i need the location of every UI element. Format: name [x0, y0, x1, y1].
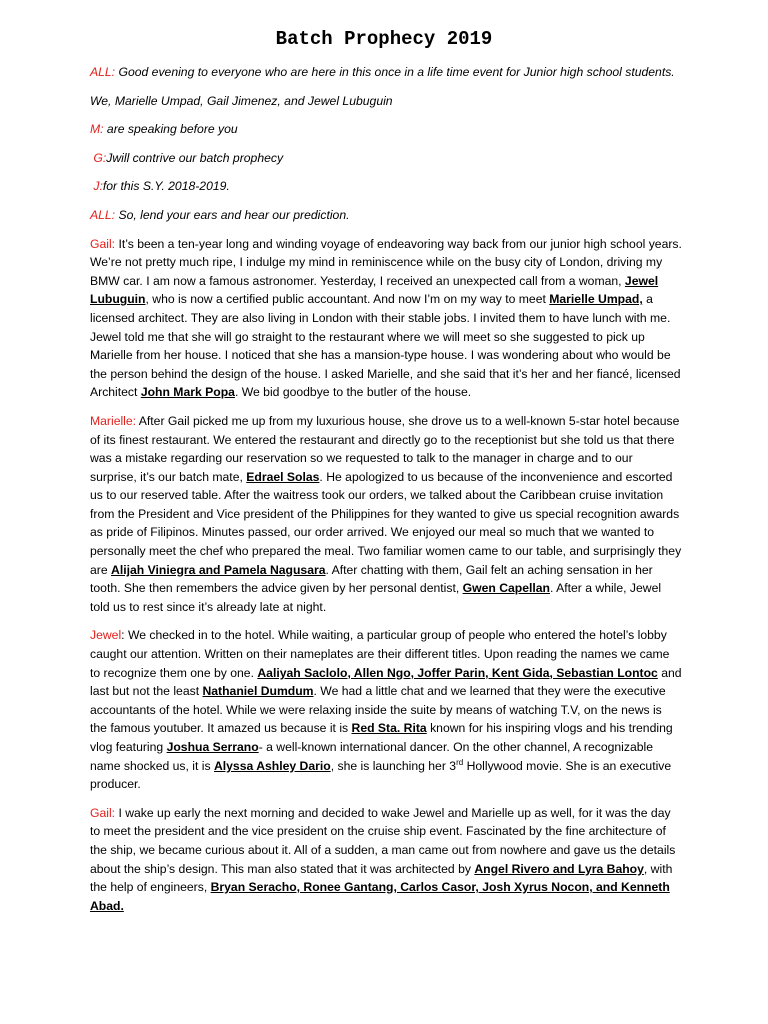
ordinal-superscript: rd [456, 757, 464, 767]
name-highlight: Jewel Lubuguin [90, 273, 659, 307]
paragraph-text: : We checked in to the hotel. While waiting, a particular group of people who entered the hotel’s lobby caught our attention. Written on their nameplates are their different titles. Upon reading the names we came to recognize them one by one. [90, 628, 670, 680]
document-title: Batch Prophecy 2019 [275, 28, 493, 50]
speaker-label: Gail: [90, 805, 116, 820]
paragraph-text: , she is launching her 3 [330, 758, 457, 773]
paragraph-text: I wake up early the next morning and decided to wake Jewel and Marielle up as well, for it was the day to meet the president and the vice president on the cruise ship event. Fascinated by the fine architecture of the ship, we became curious about it. All of a sudden, a man came out from nowhere and gave us the details about the ship’s design. This man also stated that it was architected by [90, 805, 676, 876]
intro-text: Jwill contrive our batch prophecy [106, 150, 284, 165]
paragraph-text: Hollywood movie. She is an executive producer. [90, 758, 672, 792]
intro-line-names [90, 92, 682, 111]
paragraph-text: - a well-known international dancer. On the other channel, A recognizable name shocked us, it is [90, 740, 653, 773]
speaker-label: J: [90, 179, 103, 194]
speaker-label: Gail: [90, 236, 116, 251]
intro-text: for this S.Y. 2018-2019. [102, 179, 230, 194]
paragraph-jewel [90, 626, 682, 793]
name-highlight: John Mark Popa [140, 385, 235, 400]
paragraph-text: . We had a little chat and we learned that they were the executive accountants of the hotel. While we were relaxing inside the suite by means of watching T.V, on the news is the famous youtuber. It amazed us because it is [90, 684, 666, 736]
intro-text: Good evening to everyone who are here in this once in a life time event for Junior high school students. [115, 65, 675, 79]
speaker-label: M: [90, 122, 104, 137]
intro-text: So, lend your ears and hear our prediction. [115, 207, 350, 222]
paragraph-text: , who is now a certified public accountant. And now I’m on my way to meet [145, 292, 550, 307]
name-highlight: Gwen Capellan [462, 581, 550, 596]
name-highlight: Nathaniel Dumdum [202, 684, 314, 699]
name-highlight: Alijah Viniegra and Pamela Nagusara [111, 562, 326, 577]
paragraph-text: . We bid goodbye to the butler of the house. [234, 385, 472, 400]
name-highlight: Red Sta. Rita [351, 721, 427, 736]
name-highlight: Aaliyah Saclolo, Allen Ngo, Joffer Parin, Kent Gida, Sebastian Lontoc [257, 665, 658, 680]
name-highlight: Edrael Solas [246, 469, 320, 484]
speaker-label: ALL: [90, 65, 116, 79]
intro-text: We, Marielle Umpad, Gail Jimenez, and Jewel Lubuguin [90, 93, 393, 108]
name-highlight: Bryan Seracho, Ronee Gantang, Carlos Casor, Josh Xyrus Nocon, and Kenneth Abad. [90, 880, 670, 913]
paragraph-text: . After chatting with them, Gail felt an aching sensation in her tooth. She then remembers the advice given by her personal dentist, [90, 562, 653, 596]
paragraph-text: . He apologized to us because of the inconvenience and escorted us to our reserved table. After the waitress took our orders, we talked about the Caribbean cruise invitation from the President and Vice president of the Philippines for they wanted to give us special recognition awards as pride of Filipinos. Minutes passed, our order arrived. We enjoyed our meal so much that we wanted to personally meet the chef who prepared the meal. Two familiar women came to our table, and surprisingly they are [90, 469, 682, 577]
paragraph-text: and last but not the least [90, 665, 682, 699]
name-highlight: Marielle Umpad, [549, 292, 643, 307]
paragraph-text: It’s been a ten-year long and winding voyage of endeavoring way back from our junior high school years. We’re not pretty much ripe, I indulge my mind in reminiscence while on the busy city of London, driving my BMW car. I am now a famous astronomer. Yesterday, I received an unexpected call from a woman, [90, 236, 682, 288]
intro-line-j [90, 177, 682, 196]
paragraph-gail-2 [90, 804, 682, 916]
speaker-label: Jewel [90, 628, 122, 643]
paragraph-text: , with the help of engineers, [90, 861, 673, 895]
paragraph-gail-1 [90, 235, 682, 402]
intro-line-all-2 [90, 206, 682, 225]
name-highlight: Alyssa Ashley Dario [213, 758, 331, 773]
paragraph-marielle [90, 412, 682, 617]
name-highlight: Angel Rivero and Lyra Bahoy [474, 861, 644, 876]
speaker-label: Marielle: [90, 413, 137, 428]
paragraph-text: known for his inspiring vlogs and his trending vlog featuring [90, 721, 673, 754]
intro-line-g [90, 149, 682, 168]
document-body [90, 63, 682, 925]
intro-line-all [90, 63, 682, 82]
paragraph-text: . After a while, Jewel told us to rest since it’s already late at night. [90, 581, 662, 614]
paragraph-text: a licensed architect. They are also living in London with their stable jobs. I invited them to have lunch with me. Jewel told me that she will go straight to the restaurant where we will meet so she suggested to pick up Marielle from her house. I noticed that she has a mansion-type house. I was wondering about who would be the person behind the design of the house. I asked Marielle, and she said that it’s her and her fiancé, licensed Architect [90, 292, 681, 400]
paragraph-text: After Gail picked me up from my luxurious house, she drove us to a well-known 5-star hotel because of its finest restaurant. We entered the restaurant and directly go to the receptionist but she told us that there was a mistake regarding our reservation so we requested to talk to the manager in charge and to our surprise, it’s our batch mate, [90, 413, 680, 484]
name-highlight: Joshua Serrano [166, 740, 259, 754]
intro-text: are speaking before you [103, 122, 238, 137]
speaker-label: ALL: [90, 207, 116, 222]
speaker-label: G: [90, 150, 107, 165]
intro-line-m [90, 120, 682, 139]
